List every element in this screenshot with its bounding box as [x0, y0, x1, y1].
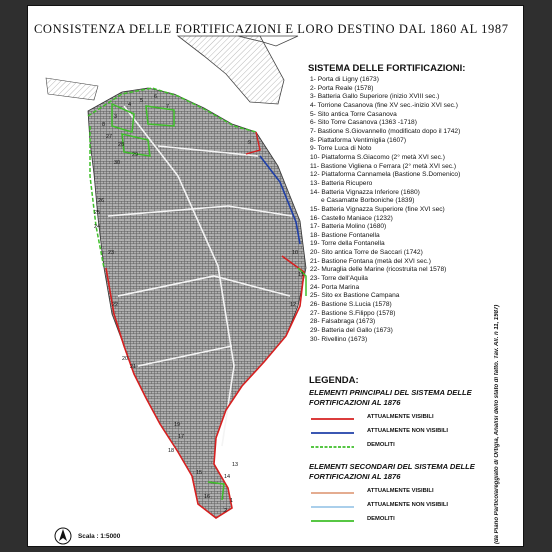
list-item: 26- Bastione S.Lucia (1578) — [310, 301, 392, 309]
list-item: 1- Porta di Ligny (1673) — [310, 76, 379, 83]
legend-label: ATTUALMENTE NON VISIBILI — [367, 502, 449, 508]
list-item: 13- Batteria Ricupero — [310, 179, 373, 187]
map-label: 27 — [106, 134, 113, 140]
legend-row — [309, 516, 499, 526]
list-item: 20- Sito antica Torre de Saccari (1742) — [310, 249, 423, 257]
legend-row — [309, 502, 499, 512]
list-item: 12- Piattaforma Cannamela (Bastione S.Domenico) — [310, 171, 461, 179]
list-item: e Casamatte Borboniche (1839) — [310, 197, 415, 205]
map-label: 1 — [230, 498, 234, 504]
legend-row — [309, 414, 499, 424]
map-label: 14 — [224, 474, 231, 480]
legend-row — [309, 488, 499, 498]
list-item: 2- Porta Reale (1578) — [310, 84, 374, 92]
list-item: 10- Piattaforma S.Giacomo (2° metà XVI sec.) — [310, 153, 445, 161]
list-item: 6- Sito Torre Casanova (1363 -1718) — [310, 119, 417, 127]
map-label: 13 — [232, 462, 239, 468]
legend-row — [309, 428, 499, 438]
legend-label: ATTUALMENTE VISIBILI — [367, 488, 434, 494]
list-item: 3- Batteria Gallo Superiore (inizio XVIII sec.) — [310, 93, 440, 101]
legend-label: DEMOLITI — [367, 516, 395, 522]
map-label: 22 — [112, 302, 119, 308]
list-item: 28- Falsabraga (1673) — [310, 318, 376, 326]
source-note: (da Piano Particolareggiato di Ortigia, Analisi dello stato di fatto. Tav. All. n 11, 1987) — [494, 304, 500, 544]
list-item: 5- Sito antica Torre Casanova — [310, 110, 397, 118]
map-label: 28 — [118, 142, 125, 148]
map-label: 17 — [178, 434, 185, 440]
map-label: 8 — [102, 122, 106, 128]
list-item: 24- Porta Marina — [310, 283, 360, 291]
map-label: 30 — [114, 160, 121, 166]
map-label: 18 — [168, 448, 175, 454]
list-item: 9- Torre Luca di Noto — [310, 145, 372, 153]
map-label: 29 — [132, 152, 139, 158]
list-item: 22- Muraglia delle Marine (ricostruita nel 1578) — [310, 266, 447, 274]
list-item: 30- Rivellino (1673) — [310, 335, 368, 343]
list-item: 23- Torre dell'Aquila — [310, 275, 368, 283]
map-label: 24 — [94, 224, 101, 230]
map-label: 7 — [166, 104, 170, 110]
list-item: 18- Bastione Fontanella — [310, 231, 380, 239]
map-label: 10 — [292, 250, 299, 256]
map-label: 20 — [122, 356, 129, 362]
list-item: 4- Torrione Casanova (fine XV sec.-inizio XVI sec.) — [310, 101, 458, 109]
left-quay — [46, 78, 98, 100]
map-label: 2 — [224, 508, 228, 514]
legend-primary-heading: ELEMENTI PRINCIPALI DEL SISTEMA DELLE FORTIFICAZIONI AL 1876 — [309, 388, 472, 407]
list-item: 14- Batteria Vignazza Inferiore (1680) — [310, 188, 420, 196]
system-title: SISTEMA DELLE FORTIFICAZIONI: — [308, 63, 466, 74]
list-item: 19- Torre della Fontanella — [310, 240, 385, 248]
legend-label: DEMOLITI — [367, 442, 395, 448]
legend-secondary-heading: ELEMENTI SECONDARI DEL SISTEMA DELLE FORTIFICAZIONI AL 1876 — [309, 462, 475, 481]
map-label: 12 — [290, 302, 297, 308]
list-item: 7- Bastione S.Giovannello (modificato dopo il 1742) — [310, 127, 461, 135]
map-label: 23 — [108, 250, 115, 256]
map-label: 11 — [298, 272, 304, 278]
legend-title: LEGENDA: — [309, 375, 359, 386]
island-outline — [88, 88, 306, 518]
map-label: 19 — [174, 422, 181, 428]
map-label: 26 — [98, 198, 105, 204]
north-arrow-icon — [53, 526, 73, 546]
mainland-pier — [178, 36, 284, 104]
map-title: CONSISTENZA DELLE FORTIFICAZIONI E LORO DESTINO DAL 1860 AL 1987 — [34, 22, 509, 36]
list-item: 25- Sito ex Bastione Campana — [310, 292, 400, 300]
fortification-list — [310, 76, 515, 344]
list-item: 29- Batteria del Gallo (1673) — [310, 327, 393, 335]
list-item: 15- Batteria Vignazza Superiore (fine XVI sec) — [310, 205, 445, 213]
legend-row — [309, 442, 499, 452]
map-label: 4 — [128, 102, 132, 108]
map-label: 16 — [204, 494, 211, 500]
map-label: 9 — [248, 140, 252, 146]
scale-label: Scala : 1:5000 — [78, 533, 121, 540]
list-item: 16- Castello Maniace (1232) — [310, 214, 393, 222]
map-label: 3 — [114, 114, 118, 120]
list-item: 17- Batteria Molino (1680) — [310, 223, 387, 231]
map-label: 5 — [140, 98, 144, 104]
list-item: 21- Bastione Fontana (metà del XVI sec.) — [310, 257, 431, 265]
list-item: 11- Bastione Vigliena o Ferrara (2° metà XVI sec.) — [310, 162, 457, 170]
legend-label: ATTUALMENTE VISIBILI — [367, 414, 434, 420]
map-label: 6 — [154, 94, 158, 100]
map-label: 21 — [130, 364, 137, 370]
list-item: 27- Bastione S.Filippo (1578) — [310, 309, 396, 317]
legend-label: ATTUALMENTE NON VISIBILI — [367, 428, 449, 434]
list-item: 8- Piattaforma Ventimiglia (1607) — [310, 136, 407, 144]
map-label: 25 — [94, 210, 101, 216]
map-label: 15 — [196, 470, 203, 476]
map-sheet — [27, 5, 524, 547]
